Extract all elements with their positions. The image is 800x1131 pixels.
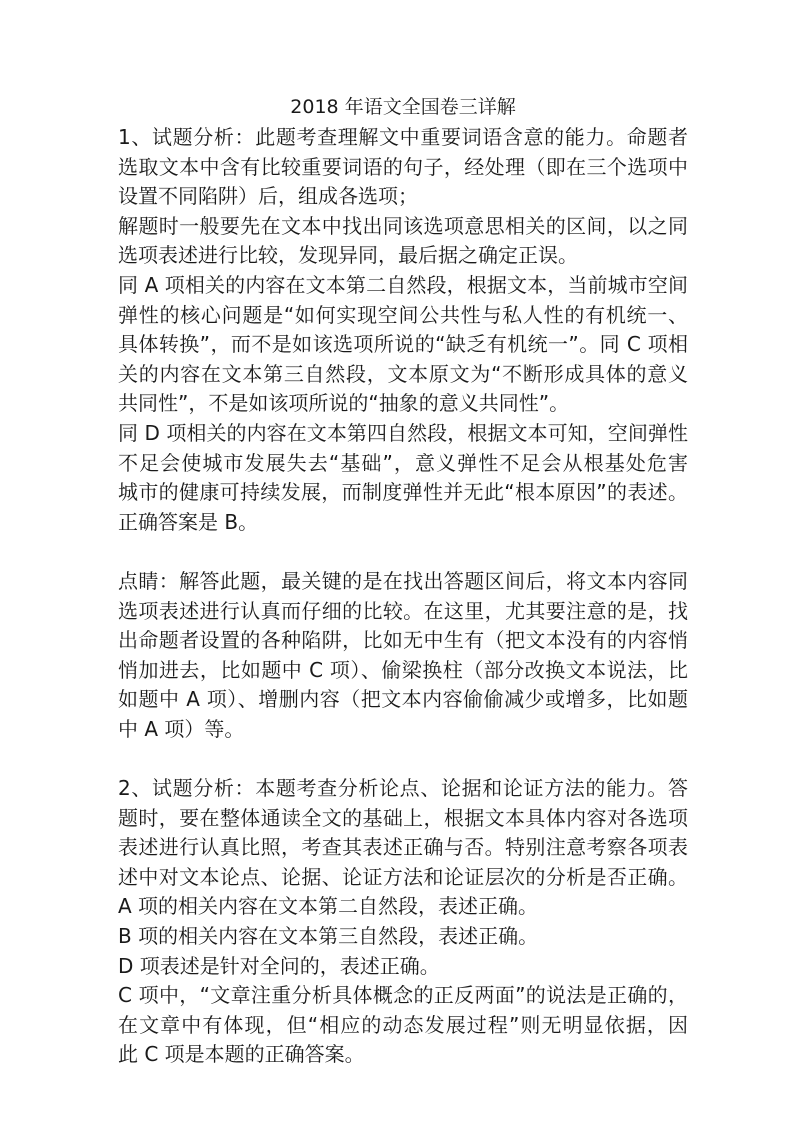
text-line: 城市的健康可持续发展，而制度弹性并无此“根本原因”的表述。 bbox=[118, 480, 688, 505]
text-line: 同 A 项相关的内容在文本第二自然段，根据文本，当前城市空间 bbox=[118, 272, 688, 297]
text-line: 不足会使城市发展失去“基础”，意义弹性不足会从根基处危害 bbox=[118, 450, 688, 475]
text-line: C 项中，“文章注重分析具体概念的正反两面”的说法是正确的， bbox=[118, 983, 688, 1008]
text-line: 中 A 项）等。 bbox=[118, 716, 245, 741]
text-line: 表述进行认真比照，考查其表述正确与否。特别注意考察各项表 bbox=[118, 835, 688, 860]
paragraph-gap bbox=[118, 537, 688, 567]
text-line: 在文章中有体现，但“相应的动态发展过程”则无明显依据，因 bbox=[118, 1012, 688, 1037]
text-line: 此 C 项是本题的正确答案。 bbox=[118, 1042, 365, 1067]
text-line: D 项表述是针对全问的，表述正确。 bbox=[118, 953, 440, 978]
text-line: 共同性”，不是如该项所说的“抽象的意义共同性”。 bbox=[118, 391, 570, 416]
text-line: A 项的相关内容在文本第二自然段，表述正确。 bbox=[118, 894, 539, 919]
document-page bbox=[118, 93, 688, 1070]
text-line: 悄加进去，比如题中 C 项）、偷梁换柱（部分改换文本说法，比 bbox=[118, 657, 688, 682]
text-line: 具体转换”，而不是如该选项所说的“缺乏有机统一”。同 C 项相 bbox=[118, 332, 688, 357]
text-line: 关的内容在文本第三自然段，文本原文为“不断形成具体的意义 bbox=[118, 361, 688, 386]
key-tip bbox=[118, 567, 688, 745]
text-line: 题时，要在整体通读全文的基础上，根据文本具体内容对各选项 bbox=[118, 805, 688, 830]
document-title: 2018 年语文全国卷三详解 bbox=[290, 96, 516, 118]
text-line: 点睛：解答此题，最关键的是在找出答题区间后，将文本内容同 bbox=[118, 568, 688, 593]
text-line: B 项的相关内容在文本第三自然段，表述正确。 bbox=[118, 924, 539, 949]
text-line: 选项表述进行比较，发现异同，最后据之确定正误。 bbox=[118, 243, 578, 268]
question-1-analysis bbox=[118, 123, 688, 537]
text-line: 出命题者设置的各种陷阱，比如无中生有（把文本没有的内容悄 bbox=[118, 628, 688, 653]
text-line: 正确答案是 B。 bbox=[118, 509, 259, 534]
text-line: 2、试题分析：本题考查分析论点、论据和论证方法的能力。答 bbox=[118, 776, 688, 801]
text-line: 1、试题分析：此题考查理解文中重要词语含意的能力。命题者 bbox=[118, 125, 688, 149]
question-2-analysis bbox=[118, 774, 688, 1070]
text-line: 弹性的核心问题是“如何实现空间公共性与私人性的有机统一、 bbox=[118, 302, 688, 327]
text-line: 如题中 A 项）、增删内容（把文本内容偷偷减少或增多，比如题 bbox=[118, 687, 688, 712]
text-line: 解题时一般要先在文本中找出同该选项意思相关的区间，以之同 bbox=[118, 213, 688, 238]
text-line: 同 D 项相关的内容在文本第四自然段，根据文本可知，空间弹性 bbox=[118, 420, 688, 445]
paragraph-gap bbox=[118, 744, 688, 774]
text-line: 述中对文本论点、论据、论证方法和论证层次的分析是否正确。 bbox=[118, 864, 688, 889]
text-line: 选取文本中含有比较重要词语的句子，经处理（即在三个选项中 bbox=[118, 154, 688, 179]
text-line: 设置不同陷阱）后，组成各选项； bbox=[118, 184, 418, 209]
text-line: 选项表述进行认真而仔细的比较。在这里，尤其要注意的是，找 bbox=[118, 598, 688, 623]
